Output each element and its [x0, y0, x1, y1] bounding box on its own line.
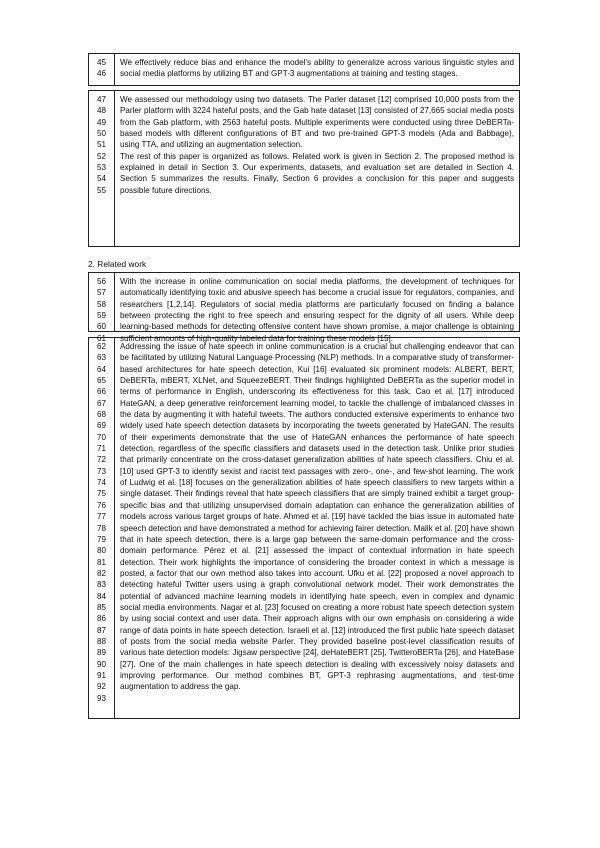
paragraph-text	[115, 54, 519, 85]
line-number: 47	[96, 95, 106, 104]
line-number: 55	[96, 185, 106, 195]
line-number: 80	[96, 546, 106, 556]
line-number: 83	[96, 580, 106, 590]
line-number: 88	[96, 636, 106, 646]
line-number: 86	[96, 614, 106, 624]
section-heading: 2. Related work	[88, 259, 147, 269]
line-number: 93	[96, 693, 106, 703]
paragraph-text	[115, 338, 519, 718]
line-number: 91	[96, 670, 106, 680]
line-number: 66	[96, 387, 106, 397]
line-number: 87	[96, 625, 106, 635]
line-number: 50	[96, 129, 106, 139]
line-number: 81	[96, 557, 106, 567]
line-number: 59	[96, 311, 106, 321]
line-number: 84	[96, 591, 106, 601]
line-number: 73	[96, 466, 106, 476]
paragraph: We assessed our methodology using two datasets. The Parler dataset [12] comprised 10,000 posts from the Parler platform with 3224 hateful posts, and the Gab hate dataset [13] consisted of 27,665 social media posts from the Gab platform, with 2563 hateful posts. Multiple experiments were conducted using three DeBERTa-based models with different configurations of BT and two pre-trained GPT-3 models (Ada and Babbage), using TTA, and utilizing an augmentation selection.	[120, 95, 514, 150]
line-number: 54	[96, 174, 106, 184]
line-number: 67	[96, 398, 106, 408]
line-number: 68	[96, 410, 106, 420]
line-number: 63	[96, 353, 106, 363]
text-block-1	[88, 53, 520, 86]
line-numbers	[89, 54, 115, 85]
line-number: 69	[96, 421, 106, 431]
line-number: 75	[96, 489, 106, 499]
paragraph-text	[115, 273, 519, 343]
paragraph: The rest of this paper is organized as follows. Related work is given in Section 2. The proposed method is explained in detail in Section 3. Our experiments, datasets, and evaluation set are detailed in Section 4. Section 5 summarizes the results. Finally, Section 6 provides a conclusion for this paper and suggests possible future directions.	[120, 151, 514, 195]
line-numbers	[89, 338, 115, 718]
line-number: 45	[96, 58, 106, 67]
line-number: 49	[96, 117, 106, 127]
line-number: 85	[96, 602, 106, 612]
line-number: 57	[96, 288, 106, 298]
line-number: 72	[96, 455, 106, 465]
line-number: 58	[96, 299, 106, 309]
line-numbers	[89, 91, 115, 246]
line-number: 71	[96, 444, 106, 454]
line-numbers	[89, 273, 115, 343]
line-number: 77	[96, 512, 106, 522]
line-number: 65	[96, 376, 106, 386]
line-number: 53	[96, 163, 106, 173]
paragraph: With the increase in online communication on social media platforms, the development of techniques for automatically identifying toxic and abusive speech has become a crucial issue for regulators, companies, and researchers [1,2,14]. Regulators of social media platforms are particularly focused on finding a balance between protecting the right to free speech and ensuring respect for the dignity of all users. While deep learning-based methods for detecting offensive content have shown promise, a major challenge is obtaining sufficient amounts of high-quality labeled data for training these models [15].	[120, 277, 514, 343]
paragraph: We effectively reduce bias and enhance the model's ability to generalize across various linguistic styles and social media platforms by utilizing BT and GPT-3 augmentations at training and testing stages.	[120, 58, 514, 79]
line-number: 62	[96, 342, 106, 351]
line-number: 76	[96, 500, 106, 510]
paragraph-text	[115, 91, 519, 246]
line-number: 78	[96, 523, 106, 533]
line-number: 79	[96, 534, 106, 544]
line-number: 70	[96, 432, 106, 442]
line-number: 48	[96, 106, 106, 116]
line-number: 51	[96, 140, 106, 150]
line-number: 61	[96, 333, 106, 343]
line-number: 60	[96, 322, 106, 332]
paragraph: Addressing the issue of hate speech in online communication is a crucial but challenging endeavor that can be facilitated by utilizing Natural Language Processing (NLP) methods. In a comparative study of transformer-based architectures for hate speech detection, Kui [16] evaluated six prominent models: ALBERT, BERT, DeBERTa, mBERT, XLNet, and SqueezeBERT. Their findings highlighted DeBERTa as the superior model in terms of performance in English, underscoring its effectiveness for this task. Cao et al. [17] introduced HateGAN, a deep generative reinforcement learning model, to tackle the challenge of imbalanced classes in the data by augmenting it with hateful tweets. The authors conducted extensive experiments to enhance two widely used hate speech detection datasets by incorporating the tweets generated by HateGAN. The results of their experiments demonstrate that the use of HateGAN enhances the performance of hate speech detection, regardless of the specific classifiers and datasets used in the detection task. Unlike prior studies that primarily concentrate on the cross-dataset generalization abilities of hate speech classifiers. Chiu et al. [10] used GPT-3 to identify sexist and racist text passages with zero-, one-, and few-shot learning. The work of Ludwig et al. [18] focuses on the generalization abilities of hate speech classifiers to new targets within a single dataset. Their findings reveal that hate speech classifiers that are simply trained exhibit a target group-specific bias and that utilizing unsupervised domain adaptation can enhance the generalization abilities of models across various target groups of hate. Ahmed et al. [19] have tackled the bias issue in automated hate speech detection and have demonstrated a method for achieving fairer detection. Malik et al. [20] have shown that in hate speech detection, there is a large gap between the same-domain performance and the cross-domain performance. Pérez et al. [21] assessed the impact of contextual information in hate speech detection. Their work highlights the importance of considering the broader context in which a message is posted, a factor that our own method also takes into account. Ufku et al. [22] proposed a novel approach to detecting hateful Twitter users using a graph convolutional network model. Their work demonstrates the potential of advanced machine learning models in identifying hate speech, even in complex and dynamic social media environments. Nagar et al. [23] focused on creating a more robust hate speech detection system by using social context and user data. Their approach aligns with our own emphasis on considering a wide range of data points in hate speech detection. Israeli et al. [12] introduced the first public hate speech dataset of posts from the social media website Parler. They provided baseline post-level classification results of various hate detection models: Jigsaw perspective [24], deHateBERT [25], TwitteroBERTa [26], and HateBase [27]. One of the main challenges in hate speech detection is dealing with excessively noisy datasets and improving performance. Our method combines BT, GPT-3 rephrasing augmentations, and test-time augmentation to address the gap.	[120, 342, 514, 692]
text-block-4	[88, 337, 520, 719]
line-number: 46	[96, 69, 106, 79]
text-block-3	[88, 272, 520, 343]
line-number: 56	[96, 277, 106, 286]
line-number: 90	[96, 659, 106, 669]
text-block-2	[88, 90, 520, 247]
line-number: 64	[96, 364, 106, 374]
line-number: 92	[96, 682, 106, 692]
line-number: 74	[96, 478, 106, 488]
line-number: 89	[96, 648, 106, 658]
line-number: 52	[96, 151, 106, 161]
line-number: 82	[96, 568, 106, 578]
